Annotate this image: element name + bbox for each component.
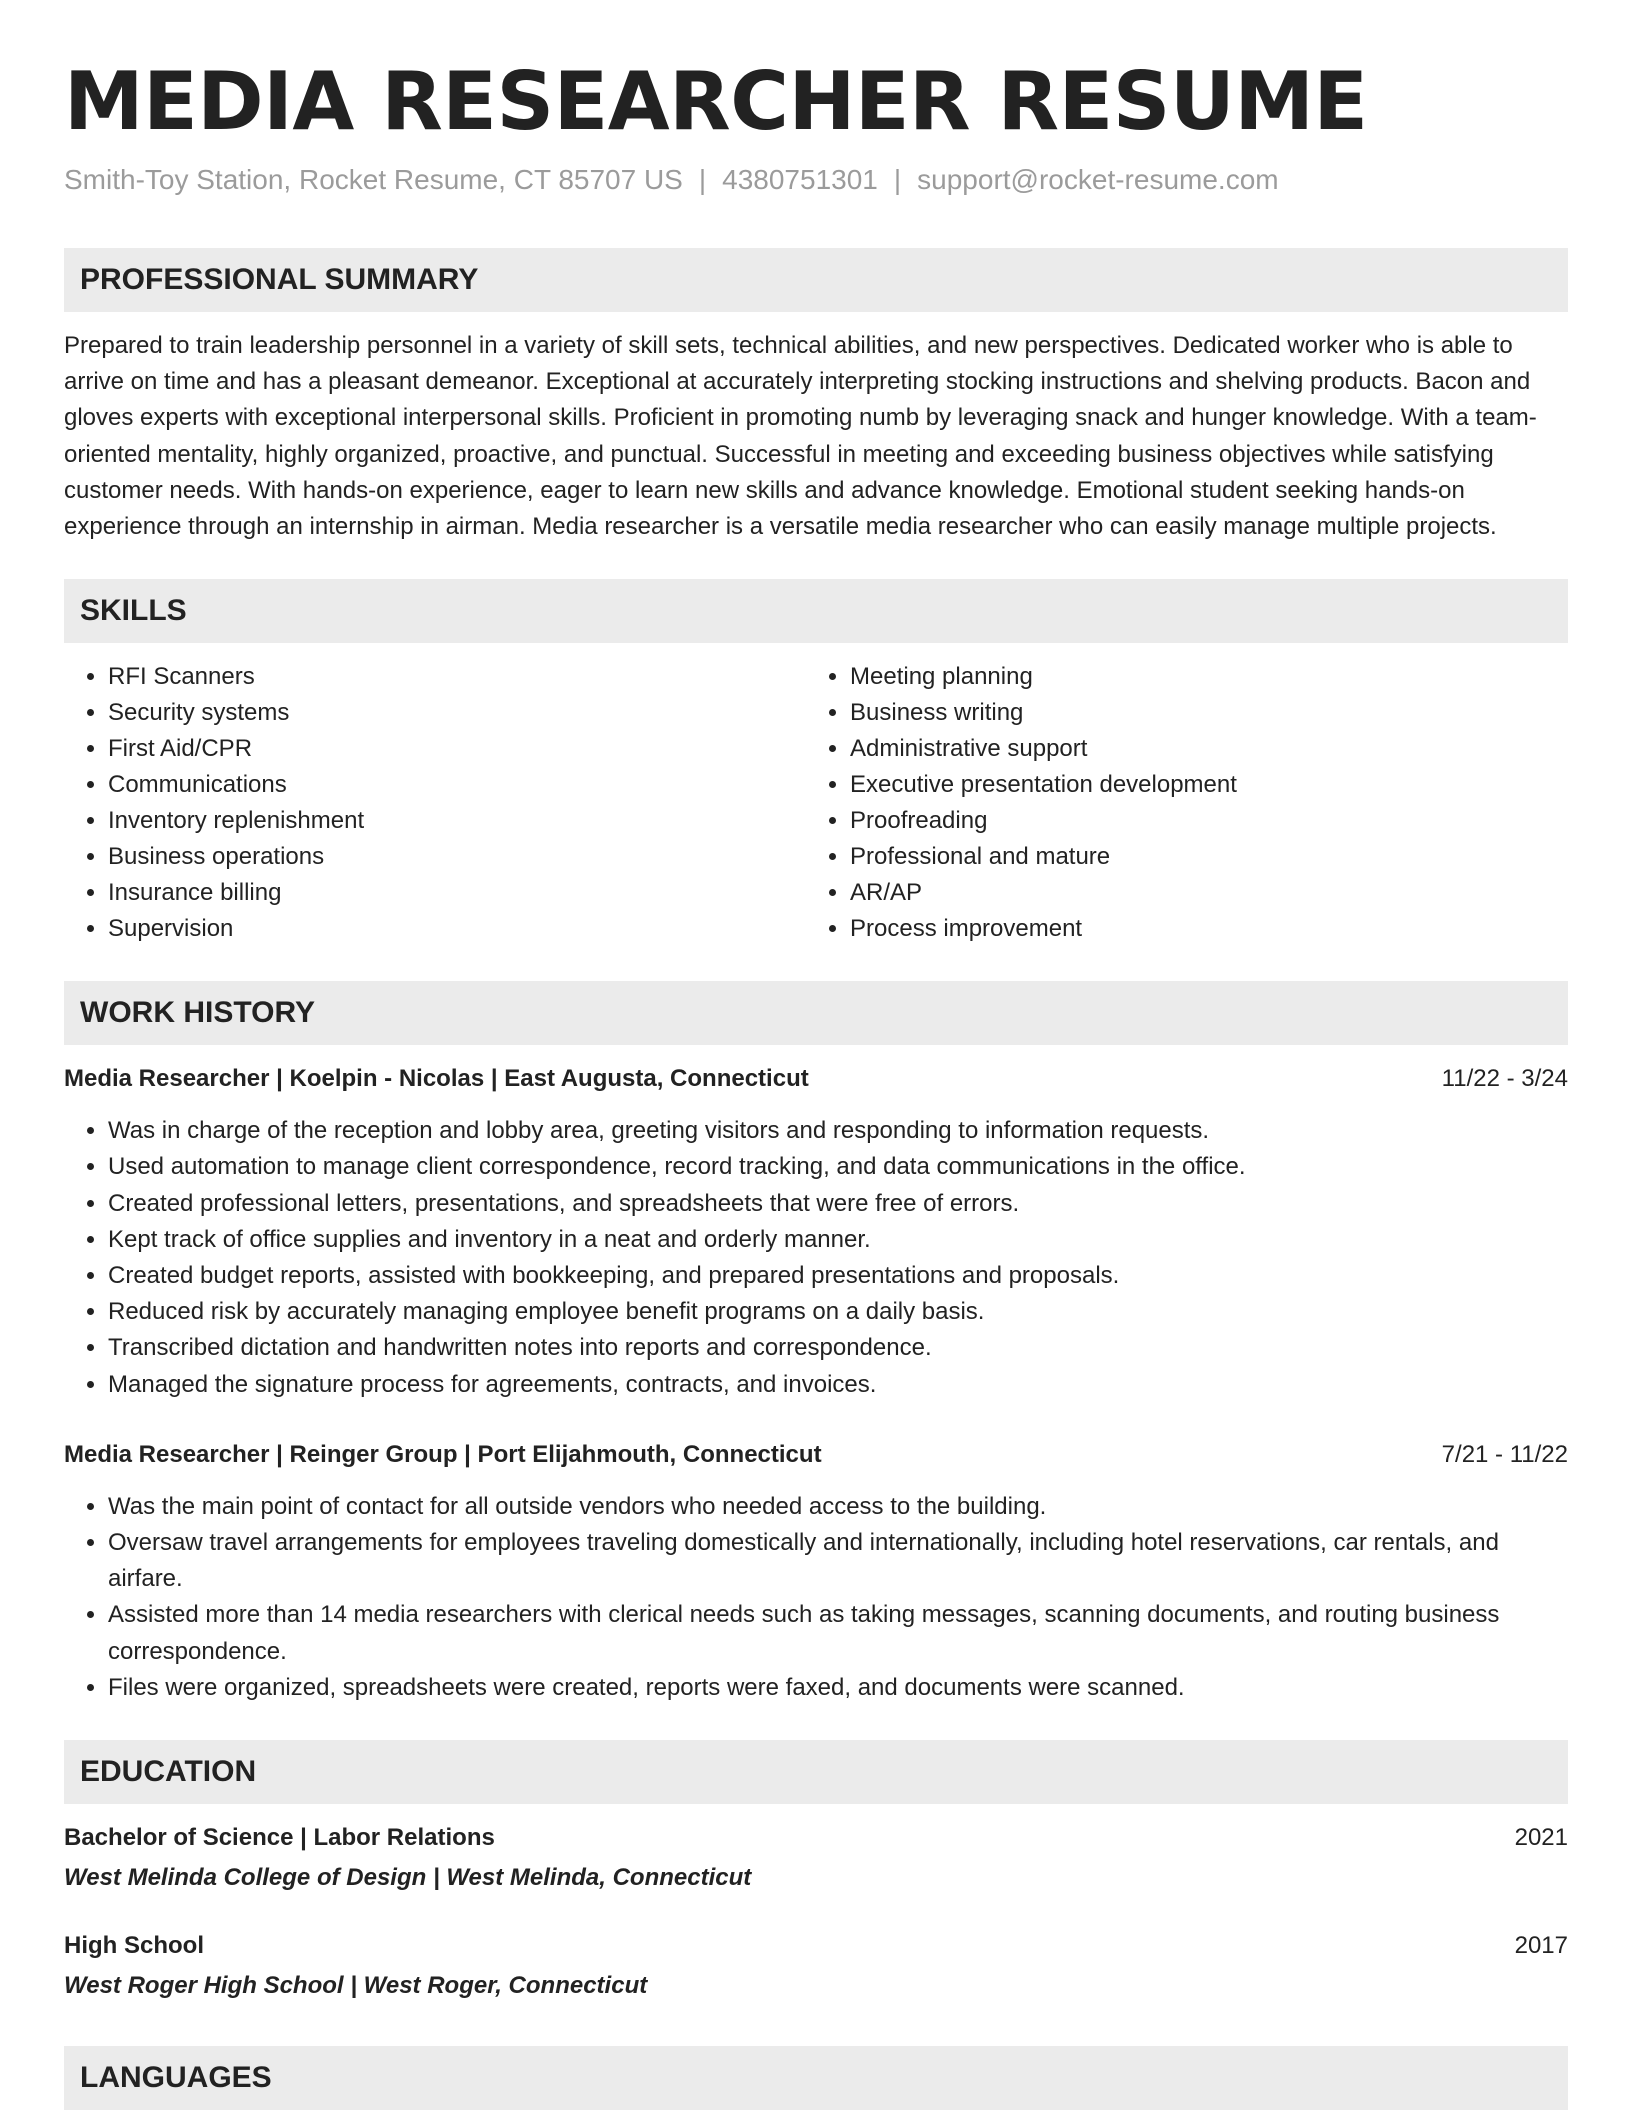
skill-item: • Supervision [108, 911, 806, 947]
languages-heading: LANGUAGES [64, 2046, 1568, 2110]
job-bullet: • Files were organized, spreadsheets were created, reports were faxed, and documents were scanned. [108, 1670, 1568, 1706]
job-title: Media Researcher | Koelpin - Nicolas | East Augusta, Connecticut [64, 1065, 809, 1093]
skill-item: • Communications [108, 767, 806, 803]
skill-item: • Business writing [850, 695, 1568, 731]
job-header [64, 1437, 1568, 1473]
contact-separator: | [698, 164, 707, 195]
education-school: West Melinda College of Design | West Melinda, Connecticut [64, 1864, 752, 1892]
job-dates: 7/21 - 11/22 [1441, 1440, 1568, 1468]
job-bullet: • Was the main point of contact for all outside vendors who needed access to the building. [108, 1489, 1568, 1525]
education-school: West Roger High School | West Roger, Connecticut [64, 1972, 648, 2000]
skill-item: • Proofreading [850, 803, 1568, 839]
skill-item: • Insurance billing [108, 875, 806, 911]
summary-heading: PROFESSIONAL SUMMARY [64, 248, 1568, 312]
skills-column-right [806, 659, 1568, 947]
skill-item: • Security systems [108, 695, 806, 731]
skills-list [64, 659, 1568, 947]
skill-item: • Process improvement [850, 911, 1568, 947]
skill-item: • Administrative support [850, 731, 1568, 767]
education-year: 2017 [1514, 1932, 1568, 1960]
job-bullets [64, 1113, 1568, 1403]
job-bullet: • Transcribed dictation and handwritten notes into reports and correspondence. [108, 1330, 1568, 1366]
job-dates: 11/22 - 3/24 [1441, 1065, 1568, 1093]
education-heading: EDUCATION [64, 1740, 1568, 1804]
skill-item: • Business operations [108, 839, 806, 875]
job-bullet: • Created professional letters, presentations, and spreadsheets that were free of errors. [108, 1186, 1568, 1222]
skill-item: • RFI Scanners [108, 659, 806, 695]
work-history-heading: WORK HISTORY [64, 981, 1568, 1045]
contact-email: support@rocket-resume.com [917, 164, 1279, 195]
skill-item: • Professional and mature [850, 839, 1568, 875]
contact-address: Smith-Toy Station, Rocket Resume, CT 85707 US [64, 164, 683, 195]
job-bullet: • Used automation to manage client correspondence, record tracking, and data communications in the office. [108, 1149, 1568, 1185]
skill-item: • Inventory replenishment [108, 803, 806, 839]
resume-title: MEDIA RESEARCHER RESUME [64, 55, 1368, 148]
skill-item: • First Aid/CPR [108, 731, 806, 767]
job-bullet: • Managed the signature process for agreements, contracts, and invoices. [108, 1367, 1568, 1403]
job-bullet: • Was in charge of the reception and lobby area, greeting visitors and responding to information requests. [108, 1113, 1568, 1149]
job-bullet: • Oversaw travel arrangements for employees traveling domestically and internationally, including hotel reservations, car rentals, and airfare. [108, 1525, 1568, 1597]
resume-page [64, 0, 1568, 2110]
job-bullet: • Created budget reports, assisted with bookkeeping, and prepared presentations and proposals. [108, 1258, 1568, 1294]
skill-item: • Meeting planning [850, 659, 1568, 695]
job-bullet: • Reduced risk by accurately managing employee benefit programs on a daily basis. [108, 1294, 1568, 1330]
skill-item: • Executive presentation development [850, 767, 1568, 803]
education-header [64, 1928, 1568, 1964]
education-degree: Bachelor of Science | Labor Relations [64, 1824, 495, 1852]
education-header [64, 1820, 1568, 1856]
skills-heading: SKILLS [64, 579, 1568, 643]
job-bullets [64, 1489, 1568, 1706]
contact-phone: 4380751301 [722, 164, 878, 195]
job-bullet: • Kept track of office supplies and inventory in a neat and orderly manner. [108, 1222, 1568, 1258]
job-title: Media Researcher | Reinger Group | Port Elijahmouth, Connecticut [64, 1440, 822, 1468]
job-header [64, 1061, 1568, 1097]
education-degree: High School [64, 1932, 204, 1960]
skill-item: • AR/AP [850, 875, 1568, 911]
contact-separator: | [893, 164, 902, 195]
job-bullet: • Assisted more than 14 media researchers with clerical needs such as taking messages, scanning documents, and routing business correspondence. [108, 1597, 1568, 1669]
education-year: 2021 [1514, 1824, 1568, 1852]
contact-line [64, 162, 1568, 198]
skills-column-left [64, 659, 806, 947]
summary-text: Prepared to train leadership personnel in a variety of skill sets, technical abilities, and new perspectives. Dedicated worker who is able to arrive on time and has a pleasant demeanor. Exceptional at accurately interpreting stocking instructions and shelving products. Bacon and gloves experts with exceptional interpersonal skills. Proficient in promoting numb by leveraging snack and hunger knowledge. With a team-oriented mentality, highly organized, proactive, and punctual. Successful in meeting and exceeding business objectives while satisfying customer needs. With hands-on experience, eager to learn new skills and advance knowledge. Emotional student seeking hands-on experience through an internship in airman. Media researcher is a versatile media researcher who can easily manage multiple projects. [64, 332, 1537, 541]
